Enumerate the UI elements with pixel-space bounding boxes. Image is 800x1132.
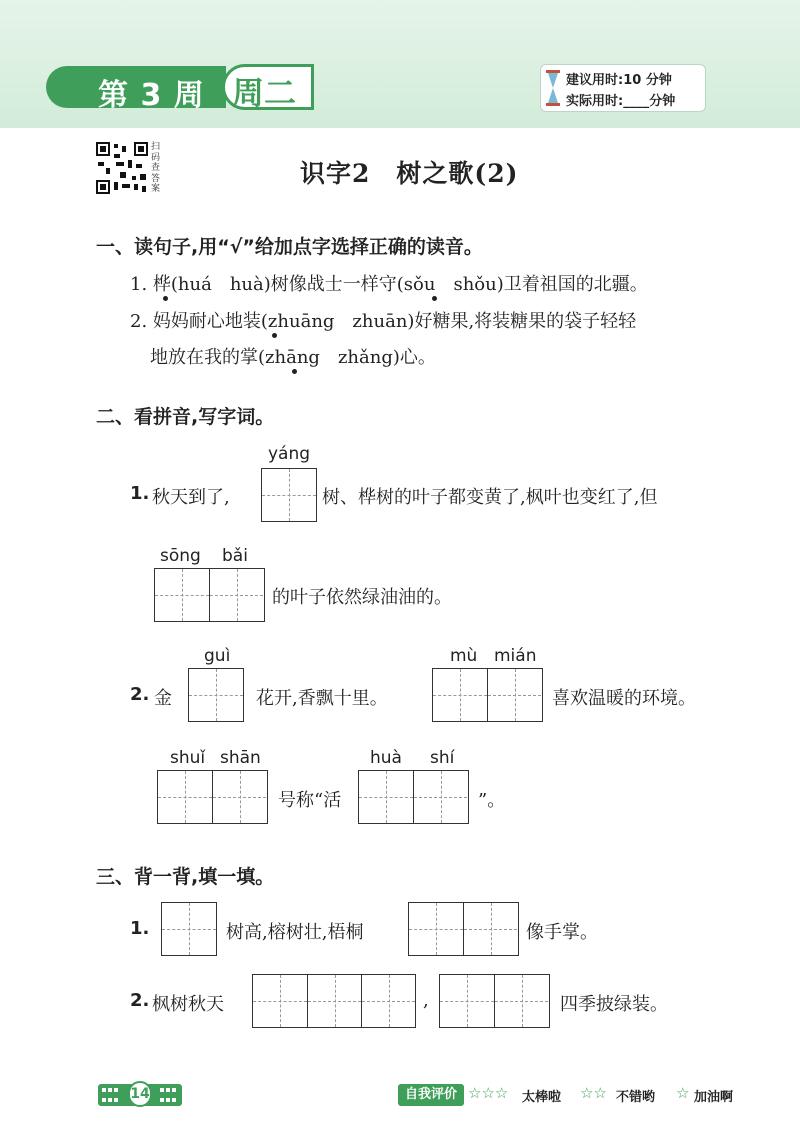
pinyin-bai: bǎi — [222, 546, 248, 566]
day-label: 周二 — [232, 74, 297, 112]
emphasis-dot — [292, 369, 297, 374]
s2-q3-text-mid: 号称“活 — [278, 790, 342, 811]
pinyin-gui: guì — [204, 646, 231, 666]
actual-time: 实际用时:____分钟 — [566, 94, 676, 109]
pinyin-mu: mù — [450, 646, 478, 666]
s2-q2-text-pre: 金 — [154, 688, 172, 709]
pinyin-shi: shí — [430, 748, 455, 768]
s3-q1-number: 1. — [130, 918, 150, 939]
writing-grid[interactable] — [157, 770, 268, 824]
pinyin-shui: shuǐ — [170, 748, 206, 768]
s3-q2-number: 2. — [130, 990, 150, 1011]
lesson-title: 识字2 树之歌(2) — [300, 159, 519, 188]
one-star-icon[interactable]: ☆ — [676, 1084, 690, 1102]
s2-q2-text-mid: 花开,香飘十里。 — [256, 688, 388, 709]
s2-q1-text-pre: 秋天到了, — [152, 487, 230, 508]
pinyin-song: sōng — [160, 546, 201, 566]
s3-q2-text-end: 四季披绿装。 — [560, 994, 668, 1015]
pinyin-mian: mián — [494, 646, 537, 666]
section1-heading: 一、读句子,用“√”给加点字选择正确的读音。 — [96, 236, 483, 258]
s2-q3-text-end: ”。 — [478, 790, 506, 811]
page-number: 14 — [128, 1081, 152, 1107]
s2-q1-number: 1. — [130, 483, 150, 504]
pinyin-yang: yáng — [268, 444, 311, 464]
two-star-icon[interactable]: ☆☆ — [580, 1084, 607, 1102]
emphasis-dot — [272, 333, 277, 338]
qr-caption: 扫码查答案 — [151, 142, 161, 194]
eval-great: 太棒啦 — [522, 1090, 562, 1105]
writing-grid[interactable] — [432, 668, 543, 722]
writing-grid[interactable] — [408, 902, 519, 956]
week-label: 第 3 周 — [98, 78, 205, 113]
hourglass-icon — [546, 70, 560, 106]
eval-good: 不错哟 — [616, 1090, 656, 1105]
s2-q1-text-post: 树、桦树的叶子都变黄了,枫叶也变红了,但 — [322, 487, 658, 508]
s3-q1-text-end: 像手掌。 — [526, 922, 598, 943]
s3-q1-text-mid: 树高,榕树壮,梧桐 — [226, 922, 364, 943]
pinyin-shan: shān — [220, 748, 261, 768]
writing-grid[interactable] — [261, 468, 317, 522]
qr-code-icon[interactable] — [96, 142, 148, 194]
three-star-icon[interactable]: ☆☆☆ — [468, 1084, 509, 1102]
writing-grid[interactable] — [188, 668, 244, 722]
s2-q1-text-end: 的叶子依然绿油油的。 — [272, 587, 452, 608]
self-evaluation-badge: 自我评价 — [398, 1084, 464, 1106]
section2-heading: 二、看拼音,写字词。 — [96, 406, 275, 428]
s1-question-2a: 2. 妈妈耐心地装(zhuāng zhuān)好糖果,将装糖果的袋子轻轻 — [130, 311, 637, 332]
s3-q2-text-pre: 枫树秋天 — [152, 994, 224, 1015]
emphasis-dot — [163, 296, 168, 301]
writing-grid[interactable] — [439, 974, 550, 1028]
writing-grid[interactable] — [161, 902, 217, 956]
s3-q2-comma: , — [423, 990, 429, 1011]
suggested-time: 建议用时:10 分钟 — [566, 73, 672, 88]
eval-keep-going: 加油啊 — [694, 1090, 734, 1105]
s1-question-2b: 地放在我的掌(zhāng zhǎng)心。 — [150, 347, 436, 368]
s2-q2-number: 2. — [130, 684, 150, 705]
pinyin-hua: huà — [370, 748, 402, 768]
s2-q2-text-post: 喜欢温暖的环境。 — [552, 688, 696, 709]
s1-question-1: 1. 桦(huá huà)树像战士一样守(sǒu shǒu)卫着祖国的北疆。 — [130, 274, 648, 295]
section3-heading: 三、背一背,填一填。 — [96, 866, 275, 888]
writing-grid[interactable] — [358, 770, 469, 824]
emphasis-dot — [432, 296, 437, 301]
writing-grid[interactable] — [252, 974, 416, 1028]
writing-grid[interactable] — [154, 568, 265, 622]
